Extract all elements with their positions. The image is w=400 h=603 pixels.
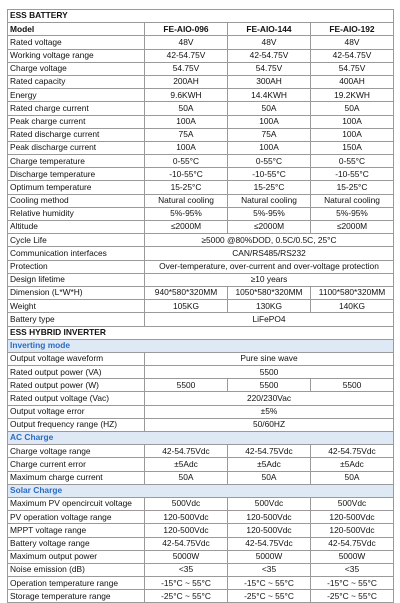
spec-value: 0-55°C xyxy=(228,155,311,168)
spec-label: Maximum output power xyxy=(8,550,145,563)
spec-label: PV operation voltage range xyxy=(8,511,145,524)
table-row xyxy=(8,102,394,115)
spec-label: Battery voltage range xyxy=(8,537,145,550)
spec-value: ±5Adc xyxy=(145,458,228,471)
section-title-inverter xyxy=(8,326,394,339)
spec-value: 120-500Vdc xyxy=(311,511,394,524)
spec-value: 50A xyxy=(228,102,311,115)
spec-value: 50/60HZ xyxy=(145,418,394,431)
table-row xyxy=(8,36,394,49)
table-row xyxy=(8,62,394,75)
spec-value: 42-54.75Vdc xyxy=(311,445,394,458)
spec-value: CAN/RS485/RS232 xyxy=(145,247,394,260)
spec-value: 120-500Vdc xyxy=(228,511,311,524)
spec-value: <35 xyxy=(228,563,311,576)
spec-value: 50A xyxy=(145,471,228,484)
table-row xyxy=(8,471,394,484)
spec-label: Maximum charge current xyxy=(8,471,145,484)
spec-label: Energy xyxy=(8,89,145,102)
spec-value: 5500 xyxy=(311,379,394,392)
table-row xyxy=(8,115,394,128)
spec-label: Operation temperature range xyxy=(8,577,145,590)
subsection-inverting-mode xyxy=(8,339,394,352)
spec-value: 75A xyxy=(145,128,228,141)
spec-label: Weight xyxy=(8,300,145,313)
table-row xyxy=(8,445,394,458)
spec-label: Rated charge current xyxy=(8,102,145,115)
spec-label: Communication interfaces xyxy=(8,247,145,260)
spec-value: 42-54.75V xyxy=(228,49,311,62)
spec-label: Charge temperature xyxy=(8,155,145,168)
spec-value: -15°C ~ 55°C xyxy=(228,577,311,590)
spec-value: <35 xyxy=(311,563,394,576)
spec-value: 5500 xyxy=(228,379,311,392)
spec-label: Optimum temperature xyxy=(8,181,145,194)
table-row xyxy=(8,313,394,326)
spec-label: Charge voltage xyxy=(8,62,145,75)
table-row xyxy=(8,590,394,603)
spec-label: Rated capacity xyxy=(8,75,145,88)
spec-value: -10-55°C xyxy=(311,168,394,181)
spec-value: 0-55°C xyxy=(311,155,394,168)
section-title-battery-label: ESS BATTERY xyxy=(8,10,394,23)
spec-value: 940*580*320MM xyxy=(145,286,228,299)
header-model-name: FE-AIO-096 xyxy=(145,23,228,36)
spec-label: Output voltage waveform xyxy=(8,352,145,365)
spec-label: Dimension (L*W*H) xyxy=(8,286,145,299)
spec-value: 42-54.75Vdc xyxy=(228,445,311,458)
table-row xyxy=(8,458,394,471)
spec-label: Relative humidity xyxy=(8,207,145,220)
table-row xyxy=(8,273,394,286)
spec-label: Charge current error xyxy=(8,458,145,471)
spec-label: Rated output power (VA) xyxy=(8,366,145,379)
spec-value: 15-25°C xyxy=(311,181,394,194)
spec-value: 100A xyxy=(311,128,394,141)
spec-label: Rated discharge current xyxy=(8,128,145,141)
spec-label: Cooling method xyxy=(8,194,145,207)
table-row xyxy=(8,89,394,102)
spec-value: ≤2000M xyxy=(228,221,311,234)
subsection-ac-charge-label: AC Charge xyxy=(8,432,394,445)
spec-label: Battery type xyxy=(8,313,145,326)
spec-value: ±5Adc xyxy=(228,458,311,471)
spec-value: 42-54.75Vdc xyxy=(145,445,228,458)
spec-value: 150A xyxy=(311,141,394,154)
table-row xyxy=(8,550,394,563)
spec-label: MPPT voltage range xyxy=(8,524,145,537)
table-row xyxy=(8,511,394,524)
spec-value: ±5Adc xyxy=(311,458,394,471)
subsection-inverting-mode-label: Inverting mode xyxy=(8,339,394,352)
spec-value: 42-54.75Vdc xyxy=(145,537,228,550)
table-row xyxy=(8,300,394,313)
spec-value: 5000W xyxy=(228,550,311,563)
spec-label: Design lifetime xyxy=(8,273,145,286)
table-row xyxy=(8,168,394,181)
table-row xyxy=(8,128,394,141)
table-row xyxy=(8,366,394,379)
spec-label: Output frequency range (HZ) xyxy=(8,418,145,431)
spec-label: Peak discharge current xyxy=(8,141,145,154)
spec-value: -25°C ~ 55°C xyxy=(228,590,311,603)
spec-value: 1100*580*320MM xyxy=(311,286,394,299)
spec-value: 50A xyxy=(228,471,311,484)
spec-value: 50A xyxy=(145,102,228,115)
spec-value: 14.4KWH xyxy=(228,89,311,102)
spec-value: 100A xyxy=(228,141,311,154)
spec-value: 120-500Vdc xyxy=(145,524,228,537)
spec-value: 15-25°C xyxy=(145,181,228,194)
spec-value: -10-55°C xyxy=(228,168,311,181)
header-row xyxy=(8,23,394,36)
spec-value: 75A xyxy=(228,128,311,141)
spec-value: ≤2000M xyxy=(311,221,394,234)
spec-value: Natural cooling xyxy=(228,194,311,207)
spec-label: Rated output power (W) xyxy=(8,379,145,392)
spec-label: Storage temperature range xyxy=(8,590,145,603)
spec-label: Discharge temperature xyxy=(8,168,145,181)
spec-label: Rated voltage xyxy=(8,36,145,49)
subsection-solar-charge-label: Solar Charge xyxy=(8,484,394,497)
spec-value: 500Vdc xyxy=(145,497,228,510)
spec-value: 400AH xyxy=(311,75,394,88)
spec-value: 100A xyxy=(145,115,228,128)
spec-value: 0-55°C xyxy=(145,155,228,168)
spec-value: 5%-95% xyxy=(145,207,228,220)
spec-label: Working voltage range xyxy=(8,49,145,62)
spec-value: 19.2KWH xyxy=(311,89,394,102)
spec-value: Natural cooling xyxy=(145,194,228,207)
table-row xyxy=(8,286,394,299)
table-row xyxy=(8,563,394,576)
spec-value: 200AH xyxy=(145,75,228,88)
table-row xyxy=(8,207,394,220)
spec-value: 500Vdc xyxy=(228,497,311,510)
spec-value: LiFePO4 xyxy=(145,313,394,326)
spec-value: ≥5000 @80%DOD, 0.5C/0.5C, 25°C xyxy=(145,234,394,247)
table-row xyxy=(8,181,394,194)
spec-value: <35 xyxy=(145,563,228,576)
spec-value: 120-500Vdc xyxy=(228,524,311,537)
spec-value: -25°C ~ 55°C xyxy=(145,590,228,603)
table-row xyxy=(8,379,394,392)
spec-value: 54.75V xyxy=(228,62,311,75)
table-row xyxy=(8,247,394,260)
spec-value: 42-54.75Vdc xyxy=(228,537,311,550)
spec-value: 100A xyxy=(228,115,311,128)
spec-value: -25°C ~ 55°C xyxy=(311,590,394,603)
spec-value: 54.75V xyxy=(311,62,394,75)
spec-label: Maximum PV opencircuit voltage xyxy=(8,497,145,510)
spec-value: 54.75V xyxy=(145,62,228,75)
spec-label: Protection xyxy=(8,260,145,273)
spec-sheet xyxy=(7,9,393,603)
header-model: Model xyxy=(8,23,145,36)
spec-label: Altitude xyxy=(8,221,145,234)
spec-value: Over-temperature, over-current and over-voltage protection xyxy=(145,260,394,273)
header-model-name: FE-AIO-192 xyxy=(311,23,394,36)
spec-value: 5%-95% xyxy=(228,207,311,220)
spec-value: ≥10 years xyxy=(145,273,394,286)
table-row xyxy=(8,194,394,207)
table-row xyxy=(8,352,394,365)
spec-value: -15°C ~ 55°C xyxy=(311,577,394,590)
spec-table xyxy=(7,9,394,603)
spec-value: 120-500Vdc xyxy=(145,511,228,524)
spec-value: 100A xyxy=(145,141,228,154)
spec-value: -10-55°C xyxy=(145,168,228,181)
spec-label: Noise emission (dB) xyxy=(8,563,145,576)
table-row xyxy=(8,75,394,88)
spec-value: 100A xyxy=(311,115,394,128)
table-row xyxy=(8,497,394,510)
spec-value: 1050*580*320MM xyxy=(228,286,311,299)
spec-value: 300AH xyxy=(228,75,311,88)
spec-value: 105KG xyxy=(145,300,228,313)
spec-value: 50A xyxy=(311,102,394,115)
spec-value: 42-54.75V xyxy=(311,49,394,62)
spec-table-body xyxy=(8,10,394,603)
subsection-solar-charge xyxy=(8,484,394,497)
spec-value: 42-54.75Vdc xyxy=(311,537,394,550)
spec-value: -15°C ~ 55°C xyxy=(145,577,228,590)
spec-value: 50A xyxy=(311,471,394,484)
section-title-battery xyxy=(8,10,394,23)
spec-label: Peak charge current xyxy=(8,115,145,128)
spec-value: 48V xyxy=(228,36,311,49)
spec-value: 120-500Vdc xyxy=(311,524,394,537)
subsection-ac-charge xyxy=(8,432,394,445)
spec-value: 5%-95% xyxy=(311,207,394,220)
spec-value: 48V xyxy=(145,36,228,49)
table-row xyxy=(8,405,394,418)
table-row xyxy=(8,537,394,550)
table-row xyxy=(8,392,394,405)
spec-value: 5500 xyxy=(145,366,394,379)
table-row xyxy=(8,234,394,247)
spec-value: 42-54.75V xyxy=(145,49,228,62)
table-row xyxy=(8,418,394,431)
section-title-inverter-label: ESS HYBRID INVERTER xyxy=(8,326,394,339)
spec-value: 48V xyxy=(311,36,394,49)
spec-value: ±5% xyxy=(145,405,394,418)
header-model-name: FE-AIO-144 xyxy=(228,23,311,36)
spec-label: Charge voltage range xyxy=(8,445,145,458)
table-row xyxy=(8,260,394,273)
table-row xyxy=(8,155,394,168)
spec-value: 15-25°C xyxy=(228,181,311,194)
spec-label: Output voltage error xyxy=(8,405,145,418)
spec-label: Cycle Life xyxy=(8,234,145,247)
spec-label: Rated output voltage (Vac) xyxy=(8,392,145,405)
spec-value: 5000W xyxy=(311,550,394,563)
spec-value: 220/230Vac xyxy=(145,392,394,405)
spec-value: 130KG xyxy=(228,300,311,313)
spec-value: 5500 xyxy=(145,379,228,392)
table-row xyxy=(8,49,394,62)
spec-value: Natural cooling xyxy=(311,194,394,207)
spec-value: ≤2000M xyxy=(145,221,228,234)
spec-value: Pure sine wave xyxy=(145,352,394,365)
table-row xyxy=(8,221,394,234)
table-row xyxy=(8,141,394,154)
spec-value: 500Vdc xyxy=(311,497,394,510)
spec-value: 5000W xyxy=(145,550,228,563)
spec-value: 140KG xyxy=(311,300,394,313)
table-row xyxy=(8,524,394,537)
spec-value: 9.6KWH xyxy=(145,89,228,102)
